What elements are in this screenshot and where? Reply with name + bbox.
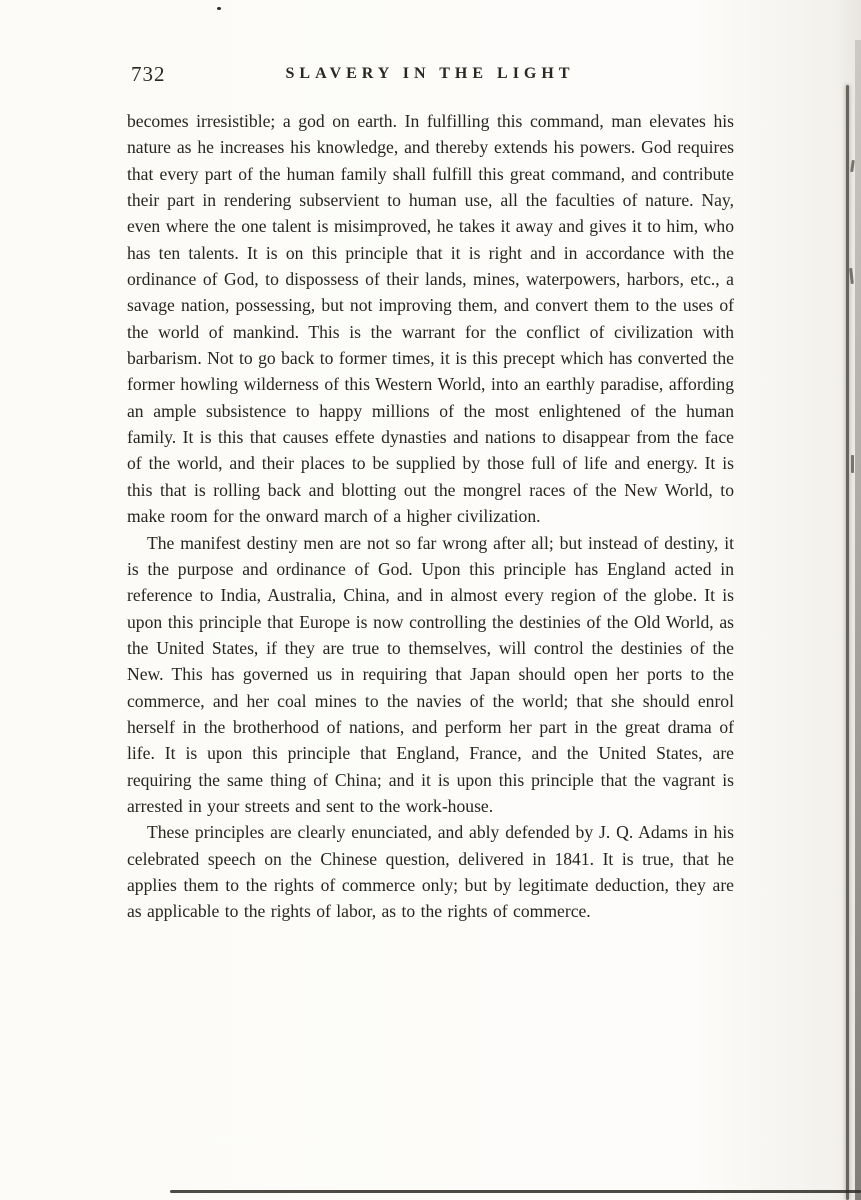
body-text [127, 108, 734, 925]
scan-mark [849, 268, 854, 284]
running-title: SLAVERY IN THE LIGHT [285, 65, 575, 82]
scan-edge-smudge [855, 40, 861, 1200]
scan-bottom-line [170, 1190, 861, 1193]
paragraph: The manifest destiny men are not so far wrong after all; but instead of destiny, it is the purpose and ordinance of God. Upon this principle has England acted in reference to India, Australia, China, and in almost every region of the globe. It is upon this principle that Europe is now controlling the destinies of the Old World, as the United States, if they are true to themselves, will control the destinies of the New. This has governed us in requiring that Japan should open her ports to the commerce, and her coal mines to the navies of the world; that she should enrol herself in the brotherhood of nations, and perform her part in the great drama of life. It is upon this principle that England, France, and the United States, are requiring the same thing of China; and it is upon this principle that the vagrant is arrested in your streets and sent to the work-house. [127, 532, 734, 816]
paragraph: These principles are clearly enunciated, and ably defended by J. Q. Adams in his celebrated speech on the Chinese question, delivered in 1841. It is true, that he applies them to the rights of commerce only; but by legitimate deduction, they are as applicable to the rights of labor, as to the rights of commerce. [127, 822, 734, 922]
page-number: 732 [131, 62, 166, 86]
scan-speck [217, 7, 221, 10]
scan-mark [851, 455, 854, 473]
scan-binding-shadow [846, 85, 849, 1200]
paragraph: becomes irresistible; a god on earth. In fulfilling this command, man elevates his nature as he increases his knowledge, and thereby extends his powers. God requires that every part of the human family shall fulfill this great command, and contribute their part in rendering subservient to human use, all the faculties of nature. Nay, even where the one talent is misimproved, he takes it away and gives it to him, who has ten talents. It is on this principle that it is right and in accordance with the ordinance of God, to dispossess of their lands, mines, waterpowers, harbors, etc., a savage nation, possessing, but not improving them, and convert them to the uses of the world of mankind. This is the warrant for the conflict of civilization with barbarism. Not to go back to former times, it is this precept which has converted the former howling wilderness of this Western World, into an earthly paradise, affording an ample subsistence to happy millions of the most enlightened of the human family. It is this that causes effete dynasties and nations to disappear from the face of the world, and their places to be supplied by those full of life and energy. It is this that is rolling back and blotting out the mongrel races of the New World, to make room for the onward march of a higher civilization. [127, 111, 734, 527]
page-header [127, 62, 733, 92]
